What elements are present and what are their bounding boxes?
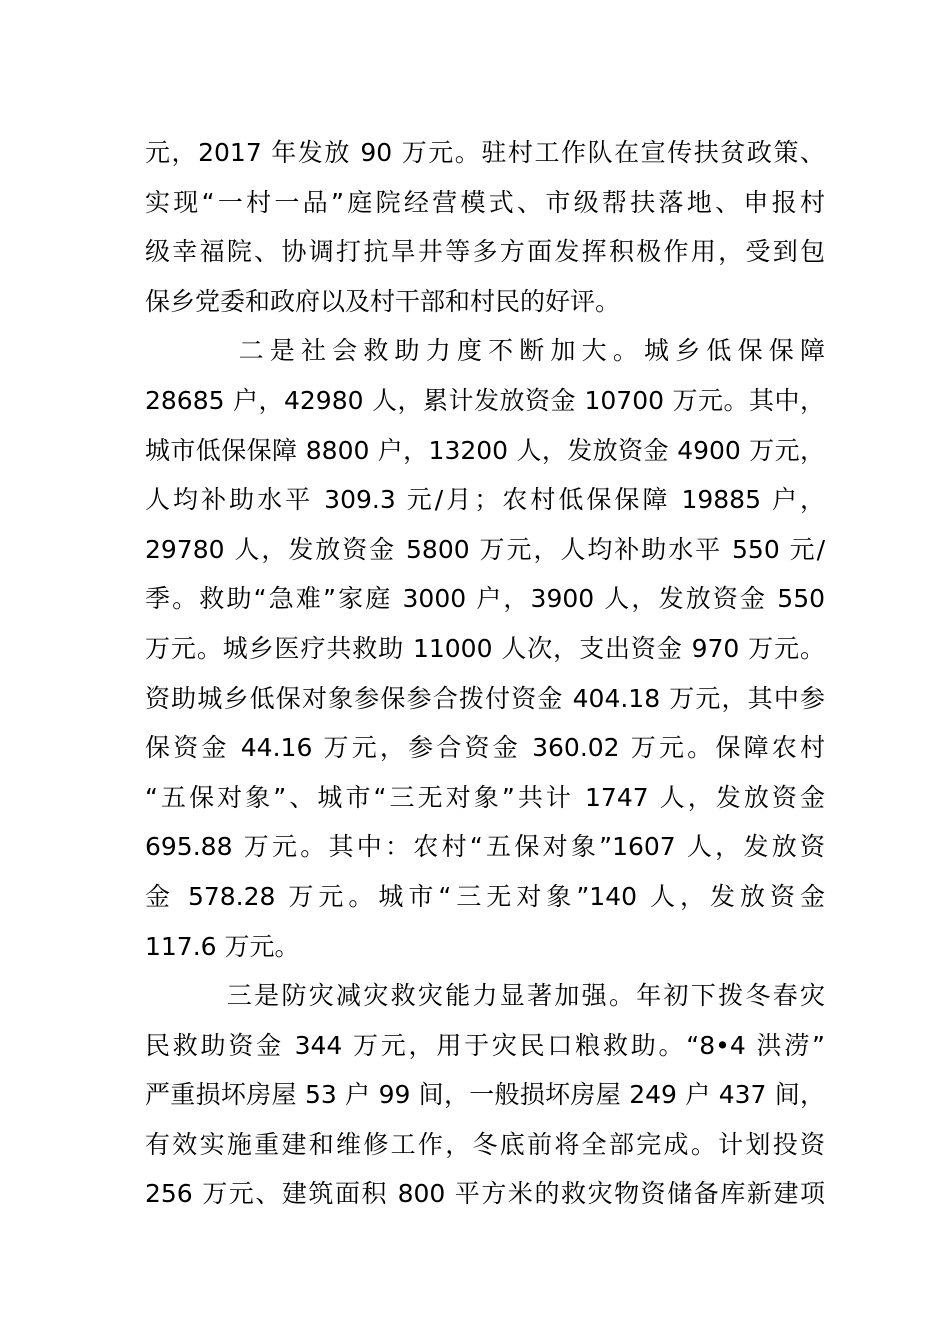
text-line: 资助城乡低保对象参保参合拨付资金 404.18 万元，其中参 (145, 683, 825, 713)
text-line: 严重损坏房屋 53 户 99 间，一般损坏房屋 249 户 437 间， (145, 1080, 825, 1110)
text-line: 城市低保保障 8800 户，13200 人，发放资金 4900 万元， (145, 435, 825, 465)
text-line: 万元。城乡医疗共救助 11000 人次，支出资金 970 万元。 (145, 633, 825, 663)
text-line: 级幸福院、协调打抗旱井等多方面发挥积极作用，受到包 (145, 237, 825, 267)
text-line: 117.6 万元。 (145, 931, 300, 961)
text-line: 有效实施重建和维修工作，冬底前将全部完成。计划投资 (145, 1129, 825, 1159)
text-line: 元，2017 年发放 90 万元。驻村工作队在宣传扶贫政策、 (145, 138, 825, 167)
text-line: “五保对象”、城市“三无对象”共计 1747 人，发放资金 (145, 782, 825, 812)
text-line: 29780 人，发放资金 5800 万元，人均补助水平 550 元/ (145, 534, 825, 564)
document-body (145, 128, 825, 1219)
text-line: 保乡党委和政府以及村干部和村民的好评。 (145, 286, 621, 316)
paragraph-heading-line: 二是社会救助力度不断加大。城乡低保保障 (145, 336, 825, 366)
text-line: 695.88 万元。其中：农村“五保对象”1607 人，发放资 (145, 832, 825, 862)
text-line: 实现“一村一品”庭院经营模式、市级帮扶落地、申报村 (145, 187, 825, 217)
text-line: 256 万元、建筑面积 800 平方米的救灾物资储备库新建项 (145, 1179, 825, 1209)
text-line: 金 578.28 万元。城市“三无对象”140 人，发放资金 (145, 881, 825, 911)
text-line: 季。救助“急难”家庭 3000 户，3900 人，发放资金 550 (145, 584, 825, 614)
paragraph-heading-line: 三是防灾减灾救灾能力显著加强。年初下拨冬春灾 (145, 981, 825, 1011)
text-line: 人均补助水平 309.3 元/月；农村低保保障 19885 户， (145, 485, 825, 515)
text-line: 保资金 44.16 万元，参合资金 360.02 万元。保障农村 (145, 733, 825, 763)
text-line: 民救助资金 344 万元，用于灾民口粮救助。“8•4 洪涝” (145, 1030, 825, 1060)
text-line: 28685 户，42980 人，累计发放资金 10700 万元。其中， (145, 385, 825, 415)
